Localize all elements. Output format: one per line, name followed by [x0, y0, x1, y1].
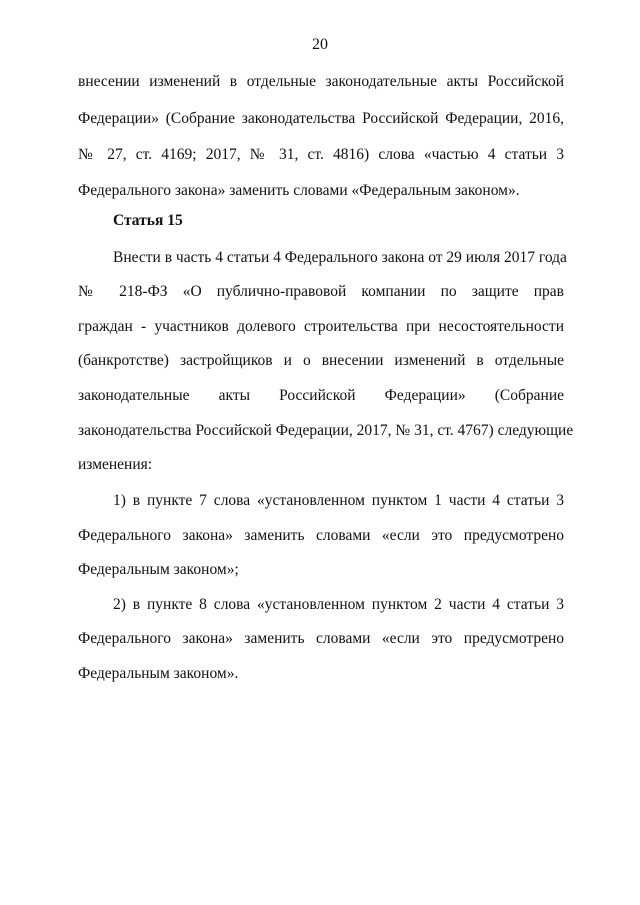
main-line-4: (банкротстве) застройщиков и о внесении изменений в отдельные [78, 352, 564, 369]
intro-line-3: № 27, ст. 4169; 2017, № 31, ст. 4816) слова «частью 4 статьи 3 [78, 146, 564, 163]
intro-line-4: Федерального закона» заменить словами «Федеральным законом». [78, 182, 520, 199]
item1-line-2: Федерального закона» заменить словами «если это предусмотрено [78, 527, 564, 544]
item2-line-3: Федеральным законом». [78, 665, 239, 682]
main-line-3: граждан - участников долевого строительства при несостоятельности [78, 318, 564, 335]
intro-line-1: внесении изменений в отдельные законодательные акты Российской [78, 73, 564, 90]
intro-line-2: Федерации» (Собрание законодательства Российской Федерации, 2016, [78, 110, 564, 127]
main-line-2: № 218-ФЗ «О публично-правовой компании по защите прав [78, 283, 564, 300]
page-number: 20 [312, 36, 328, 53]
item2-line-2: Федерального закона» заменить словами «если это предусмотрено [78, 630, 564, 647]
item2-line-1: 2) в пункте 8 слова «установленном пунктом 2 части 4 статьи 3 [113, 596, 564, 613]
item1-line-3: Федеральным законом»; [78, 561, 239, 578]
main-line-6: законодательства Российской Федерации, 2017, № 31, ст. 4767) следующие [78, 422, 574, 439]
main-line-5: законодательные акты Российской Федерации» (Собрание [78, 387, 564, 404]
main-line-1: Внести в часть 4 статьи 4 Федерального закона от 29 июля 2017 года [113, 249, 567, 266]
item1-line-1: 1) в пункте 7 слова «установленном пунктом 1 части 4 статьи 3 [113, 492, 564, 509]
main-line-7: изменения: [78, 456, 153, 473]
article-heading: Статья 15 [113, 212, 183, 229]
